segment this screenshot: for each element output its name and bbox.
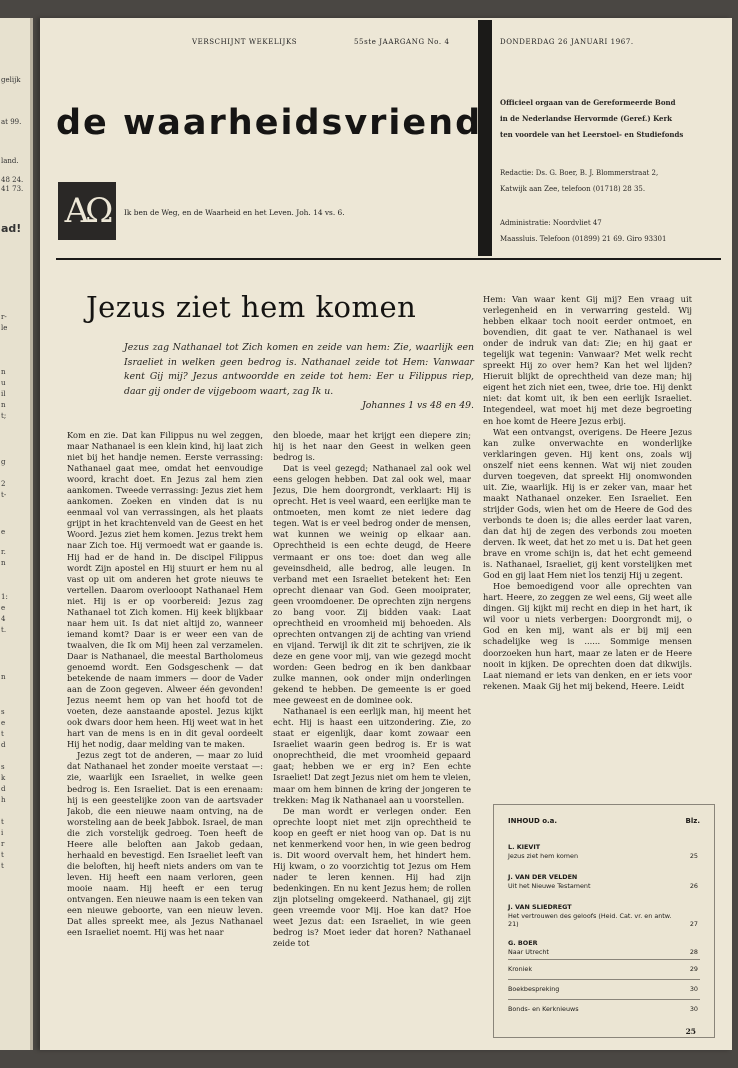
paragraph: Dat is veel gezegd; Nathanael zal ook wel eens gelogen hebben. Dat zal ook wel, maar Jezus, Die hem doorgrondt, verklaart: Hij is oprecht. Het is veel waard, een eerlijke man te ontmoeten, men komt ze niet iedere dag tegen. Wat is er veel bedrog onder de mensen, wat kunnen we weinig op elkaar aan. Oprechtheid is een echte deugd, de Heere vermaant er ons toe: doet dan weg alle geveinsdheid, alle bedrog, alle leugen. In verband met een Israeliet betekent het: Een oprecht dienaar van God. Geen mooiprater, geen vroomdoener. De oprechten zijn nergens zo bang voor. Zij bidden vaak: Laat oprechtheid en vroomheid mij behoeden. Als oprechten ontvangen zij de achting van vriend en vijand. Terwijl ik dit zit te schrijven, zie ik deze en gene voor mij, van wie gezegd mocht worden: Geen bedrog en ik ben dankbaar zulke mannen, ook onder mijn onderlingen gekend te hebben. De gemeente is er goed mee geweest en de dominee ook.	[273, 463, 471, 706]
toc-title: Jezus ziet hem komen	[508, 851, 579, 860]
side-fragment: i	[1, 829, 4, 837]
organ-line: Officieel orgaan van de Gereformeerde Bond	[500, 98, 676, 107]
side-fragment: gelijk	[1, 76, 21, 84]
toc-entry	[508, 985, 698, 994]
toc-page: 28	[689, 947, 698, 956]
toc-author: J. VAN DER VELDEN	[508, 873, 578, 881]
toc-entry	[508, 843, 698, 860]
quote-text: Jezus zag Nathanael tot Zich komen en zeide van hem: Zie, waarlijk een Israeliet in welken geen bedrog is. Nathanael zeide tot Hem: Vanwaar kent Gij mij? Jezus antwoordde en zeide tot hem: Eer u Filippus riep, daar gij onder de vijgeboom waart, zag Ik u.	[124, 342, 474, 397]
toc-page: 30	[689, 1005, 698, 1013]
paragraph: Hem: Van waar kent Gij mij? Een vraag uit verlegenheid en in verwarring gesteld. Wij hebben elkaar toch nooit eerder ontmoet, en bovendien, dit gaat te ver. Nathanael is wel onder de indruk van dat: Zie; en hij gaat er tegelijk wat tegenin: Vanwaar? Met welk recht spreekt Hij zo over hem? Kan het wel lijden? Hieruit blijkt de oprechtheid van deze man; hij eigent het zich niet een, twee, drie toe. Hij denkt niet: dat komt uit, ik ben een eerlijk Israeliet. Integendeel, wat moet hij met deze begroeting en hoe komt de Heere Jezus erbij.	[483, 294, 692, 426]
side-fragment: e	[1, 528, 6, 536]
paragraph: De man wordt er verlegen onder. Een oprechte loopt niet met zijn oprechtheid te koop en geeft er niet hoog van op. Dat is nu net kenmerkend voor hen, in wie geen bedrog is. Dit woord overvalt hem, het hindert hem. Hij kwam, o zo voorzichtig tot Jezus om Hem nader te leren kennen. Hij had zijn bedenkingen. En nu kent Jezus hem; de rollen zijn plotseling omgekeerd. Nathanael, gij zijt geen vreemde voor Mij. Hoe kan dat? Hoe weet Jezus dat: een Israeliet, in wie geen bedrog is? Moet ieder dat horen? Nathanael zeide tot	[273, 805, 471, 949]
paragraph: Hoe bemoedigend voor alle oprechten van hart. Heere, zo zeggen ze wel eens, Gij weet alle dingen. Gij kijkt mij recht en diep in het hart, ik wil voor u niets verbergen: Doorgrondt mij, o God en ken mij, want als er bij mij een schadelijke weg is ...... Sommige mensen doorzoeken hun hart, maar ze laten er de Heere nooit in kijken. De oprechten doen dat dikwijls. Laat niemand er iets van denken, en er iets voor rekenen. Maak Gij het mij bekend, Heere. Leidt	[483, 581, 692, 691]
article-column-2	[273, 430, 471, 1030]
bible-quote	[124, 341, 474, 414]
side-fragment: s	[1, 708, 5, 716]
toc-divider	[508, 999, 700, 1000]
toc-entry	[508, 873, 698, 890]
side-fragment: t-	[1, 491, 7, 499]
redactie-line: Katwijk aan Zee, telefoon (01718) 28 35.	[500, 185, 646, 193]
side-fragment: n	[1, 368, 6, 376]
toc-author: J. VAN SLIEDREGT	[508, 903, 572, 911]
toc-entry	[508, 1005, 698, 1014]
previous-page-edge	[0, 18, 33, 1050]
motto: Ik ben de Weg, en de Waarheid en het Leven. Joh. 14 vs. 6.	[124, 208, 345, 217]
toc-title: Bonds- en Kerknieuws	[508, 1005, 579, 1013]
side-fragment: h	[1, 796, 6, 804]
page-number: 25	[685, 1027, 696, 1036]
article-column-3	[483, 294, 692, 802]
paragraph: Jezus zegt tot de anderen, — maar zo luid dat Nathanael het zonder moeite verstaat —: zie, waarlijk een Israeliet, in welke geen bedrog is. Een Israeliet. Dat is een erenaam: hij is een geestelijke zoon van de aartsvader Jakob, die een nieuwe naam ontving, na de worsteling aan de beek Jabbok. Israel, de man die zich vorstelijk gedroeg. Toen heeft de Heere alle beloften aan Jakob gedaan, herhaald en bevestigd. Een Israeliet leeft van die beloften, hij heeft niets anders om van te leven. Hij heeft een naam verloren, geen mooie naam. Hij heeft er een terug ontvangen. Een nieuwe naam is een teken van een nieuwe geboorte, van een nieuw leven. Dat alles spreekt mee, als Jezus Nathanael een Israeliet noemt. Hij was het naar	[67, 750, 263, 938]
side-fragment: e	[1, 719, 6, 727]
quote-reference: Johannes 1 vs 48 en 49.	[362, 400, 474, 411]
toc-divider	[508, 959, 700, 960]
toc-entry	[508, 903, 698, 929]
side-fragment: n	[1, 673, 6, 681]
side-fragment: t	[1, 818, 4, 826]
volume-number: 55ste JAARGANG No. 4	[354, 38, 450, 46]
side-fragment: t	[1, 730, 4, 738]
article-column-1	[67, 430, 263, 1030]
toc-title: Boekbespreking	[508, 985, 560, 993]
toc-page: 26	[689, 881, 698, 890]
side-fragment: 2	[1, 480, 6, 488]
header-divider	[56, 258, 721, 260]
toc-entry	[508, 965, 698, 974]
toc-author: G. BOER	[508, 939, 538, 947]
redactie-line: Redactie: Ds. G. Boer, B. J. Blommerstraat 2,	[500, 169, 659, 177]
side-fragment: d	[1, 785, 6, 793]
toc-title: Het vertrouwen des geloofs (Heid. Cat. vr. en antw. 21)	[508, 911, 672, 928]
newspaper-page	[40, 18, 732, 1050]
organ-line: in de Nederlandse Hervormde (Geref.) Kerk	[500, 114, 672, 123]
side-fragment: il	[1, 390, 6, 398]
toc-page: 30	[689, 985, 698, 993]
side-fragment: 41 73.	[1, 185, 24, 193]
issue-date: DONDERDAG 26 JANUARI 1967.	[500, 38, 634, 46]
side-fragment: n	[1, 401, 6, 409]
admin-line: Administratie: Noordvliet 47	[500, 219, 602, 227]
side-fragment: 1:	[1, 593, 8, 601]
side-fragment: r-	[1, 313, 7, 321]
side-fragment: land.	[1, 157, 19, 165]
side-fragment: r	[1, 840, 5, 848]
side-fragment: d	[1, 741, 6, 749]
toc-page: 25	[689, 851, 698, 860]
paragraph: Nathanael is een eerlijk man, hij meent het echt. Hij is haast een uitzondering. Zie, zo staat er eigenlijk, daar komt zowaar een Israeliet waarin geen bedrog is. Er is wat onoprechtheid, die met vroomheid gepaard gaat; hebben we er erg in? Een echte Israeliet! Dat zegt Jezus niet om hem te vleien, maar om hem binnen de kring der jongeren te trekken: Mag ik Nathanael aan u voorstellen.	[273, 706, 471, 805]
side-fragment: le	[1, 324, 8, 332]
side-fragment: e	[1, 604, 6, 612]
organ-line: ten voordele van het Leerstoel- en Studiefonds	[500, 130, 684, 139]
admin-line: Maassluis. Telefoon (01899) 21 69. Giro 93301	[500, 235, 667, 243]
table-of-contents	[493, 804, 715, 1038]
toc-title: Uit het Nieuwe Testament	[508, 881, 591, 890]
alpha-omega-logo: AΩ	[58, 182, 116, 240]
side-fragment: 4	[1, 615, 6, 623]
article-headline: Jezus ziet hem komen	[86, 290, 417, 324]
side-fragment: g	[1, 458, 6, 466]
toc-page: 27	[689, 920, 698, 928]
toc-title: Naar Utrecht	[508, 947, 549, 956]
side-fragment: ad!	[1, 222, 22, 235]
side-fragment: t;	[1, 412, 7, 420]
side-fragment: at 99.	[1, 118, 22, 126]
side-fragment: u	[1, 379, 6, 387]
side-fragment: t.	[1, 626, 7, 634]
side-fragment: t	[1, 862, 4, 870]
masthead-title: de waarheidsvriend	[56, 103, 483, 143]
toc-entry	[508, 939, 698, 956]
toc-divider	[508, 979, 700, 980]
side-fragment: k	[1, 774, 6, 782]
paragraph: Kom en zie. Dat kan Filippus nu wel zeggen, maar Nathanael is een klein kind, hij laat zich niet bij het handje nemen. Eerste verrassing: Nathanael gaat mee, omdat het eenvoudige woord, kracht doet. En Jezus zal hem zien aankomen. Tweede verrassing: Jezus ziet hem aankomen. Zoeken en vinden dat is nu eenmaal vol van verrassingen, als het plaats grijpt in het krachtenveld van de Geest en het Woord. Jezus ziet hem komen. Jezus trekt hem naar Zich toe. Hij vermoedt wat er gaande is. Hij had er de hand in. De discipel Filippus wordt Zijn apostel en Hij stuurt er hem nu al vast op uit om anderen het grote nieuws te vertellen. Daarom overlooopt Nathanael Hem niet. Hij is er op voorbereid: Jezus zag Nathanael tot Zich komen. Hij keek blijkbaar naar hem uit. Is dat niet altijd zo, wanneer iemand komt? Daar is er weer een van de twaalven, die Ik om Mij heen zal verzamelen. Daar is Nathanael, die meestal Bartholomeus genoemd wordt. Een Godsgeschenk — dat betekende de naam immers — door de Vader aan de Zoon gegeven. Alweer één gevonden! Jezus neemt hem op van het hoofd tot de voeten, deze aanstaande apostel. Jezus kijkt ook dwars door hem heen. Hij weet wat in het hart van de mens is en in dit geval oordeelt Hij het nodig, daar melding van te maken.	[67, 430, 263, 750]
toc-title: Kroniek	[508, 965, 533, 973]
toc-page-heading: Blz.	[685, 817, 700, 825]
side-fragment: r.	[1, 548, 6, 556]
toc-page: 29	[689, 965, 698, 973]
side-fragment: n	[1, 559, 6, 567]
paragraph: Wat een ontvangst, overigens. De Heere Jezus kan zulke onverwachte en wonderlijke verklaringen geven. Hij kent ons, zoals wij onszelf niet eens kennen. Wat wij niet zouden durven toegeven, dat spreekt Hij onomwonden uit. Zie, waarlijk. Hij is er zeker van, maar het maakt Nathanael onzeker. Een Israeliet. Een strijder Gods, wien het om de Heere de God des verbonds te doen is; die alles eerder laat varen, dan dat hij de zegen des verbonds zou moeten derven. Ik weet, dat het zo met u is. Dat het geen brave en vrome schijn is, dat het echt gemeend is. Nathanael, Israeliet, gij kent vorstelijken met God en gij laat Hem niet los tenzij Hij u zegent.	[483, 426, 692, 581]
side-fragment: t	[1, 851, 4, 859]
side-fragment: 48 24.	[1, 176, 24, 184]
paragraph: den bloede, maar het krijgt een diepere zin; hij is het naar den Geest in welken geen bedrog is.	[273, 430, 471, 463]
publication-frequency: VERSCHIJNT WEKELIJKS	[192, 38, 298, 46]
toc-heading: INHOUD o.a.	[508, 817, 558, 825]
side-fragment: s	[1, 763, 5, 771]
toc-author: L. KIEVIT	[508, 843, 541, 851]
